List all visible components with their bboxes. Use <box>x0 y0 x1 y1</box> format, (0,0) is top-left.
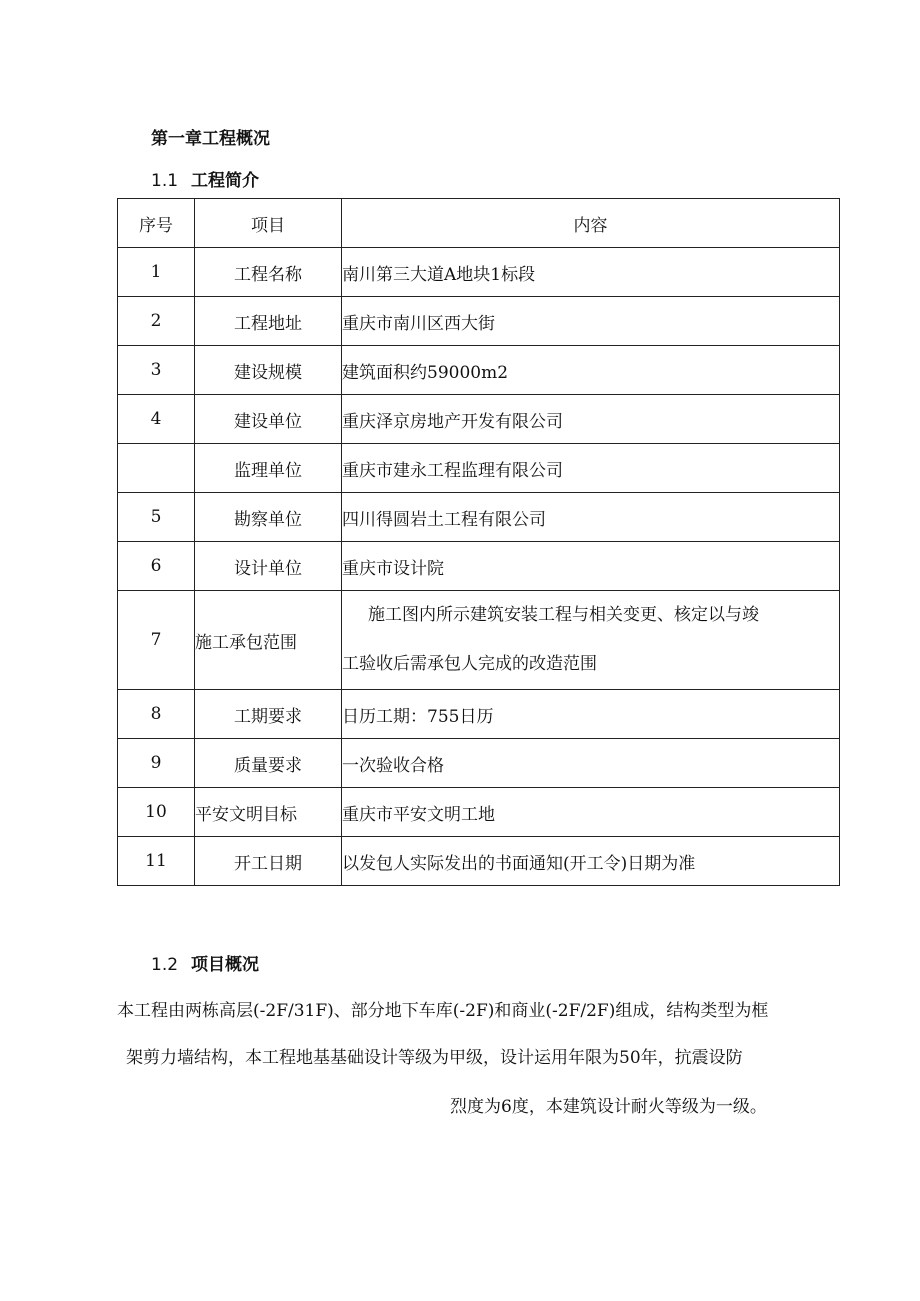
row-no <box>118 444 195 493</box>
row-content: 以发包人实际发出的书面通知(开工令)日期为准 <box>342 837 840 886</box>
row-no: 6 <box>118 542 195 591</box>
row-item: 施工承包范围 <box>195 591 342 690</box>
table-row <box>118 739 840 788</box>
row-no: 1 <box>118 248 195 297</box>
table-header-row <box>118 199 840 248</box>
row-content-line2: 工验收后需承包人完成的改造范围 <box>342 654 597 674</box>
row-content: 重庆市南川区西大街 <box>342 297 840 346</box>
chapter-title: 第一章工程概况 <box>151 129 270 149</box>
row-no: 9 <box>118 739 195 788</box>
overview-line-1: 本工程由两栋高层(-2F/31F)、部分地下车库(-2F)和商业(-2F/2F)组成，结构类型为框 <box>117 1001 769 1021</box>
row-no: 3 <box>118 346 195 395</box>
row-no: 4 <box>118 395 195 444</box>
table-row <box>118 297 840 346</box>
section-number: 1.1 <box>151 171 179 191</box>
table-row <box>118 248 840 297</box>
row-item: 工程名称 <box>195 248 342 297</box>
table-row <box>118 444 840 493</box>
header-item: 项目 <box>195 199 342 248</box>
row-content: 南川第三大道A地块1标段 <box>342 248 840 297</box>
row-no: 5 <box>118 493 195 542</box>
row-no: 8 <box>118 690 195 739</box>
row-no: 10 <box>118 788 195 837</box>
section-heading-1-1 <box>151 166 259 191</box>
row-item: 质量要求 <box>195 739 342 788</box>
row-item: 设计单位 <box>195 542 342 591</box>
row-no: 7 <box>118 591 195 690</box>
table-row <box>118 542 840 591</box>
row-item: 工期要求 <box>195 690 342 739</box>
row-content: 重庆市建永工程监理有限公司 <box>342 444 840 493</box>
overview-line-2: 架剪力墙结构，本工程地基基础设计等级为甲级，设计运用年限为50年，抗震设防 <box>126 1048 743 1068</box>
row-content: 重庆泽京房地产开发有限公司 <box>342 395 840 444</box>
row-item: 勘察单位 <box>195 493 342 542</box>
row-content-line1: 施工图内所示建筑安装工程与相关变更、核定以与竣 <box>368 605 759 625</box>
table-row <box>118 591 840 690</box>
section-title: 工程简介 <box>191 171 259 191</box>
row-content <box>342 591 840 690</box>
section-number: 1.2 <box>151 955 179 975</box>
row-content: 重庆市平安文明工地 <box>342 788 840 837</box>
row-item: 开工日期 <box>195 837 342 886</box>
row-content: 一次验收合格 <box>342 739 840 788</box>
row-content: 日历工期：755日历 <box>342 690 840 739</box>
row-content: 重庆市设计院 <box>342 542 840 591</box>
project-info-table <box>117 198 840 886</box>
table-row <box>118 690 840 739</box>
section-title: 项目概况 <box>191 955 259 975</box>
row-item: 工程地址 <box>195 297 342 346</box>
row-item: 建设单位 <box>195 395 342 444</box>
table-row <box>118 395 840 444</box>
table-row <box>118 788 840 837</box>
row-content: 建筑面积约59000m2 <box>342 346 840 395</box>
table-row <box>118 837 840 886</box>
row-item: 监理单位 <box>195 444 342 493</box>
row-item: 平安文明目标 <box>195 788 342 837</box>
table-row <box>118 493 840 542</box>
header-no: 序号 <box>118 199 195 248</box>
row-no: 11 <box>118 837 195 886</box>
row-content: 四川得圆岩土工程有限公司 <box>342 493 840 542</box>
row-item: 建设规模 <box>195 346 342 395</box>
overview-line-3: 烈度为6度，本建筑设计耐火等级为一级。 <box>450 1097 767 1117</box>
row-no: 2 <box>118 297 195 346</box>
header-content: 内容 <box>342 199 840 248</box>
table-row <box>118 346 840 395</box>
section-heading-1-2 <box>151 950 259 975</box>
